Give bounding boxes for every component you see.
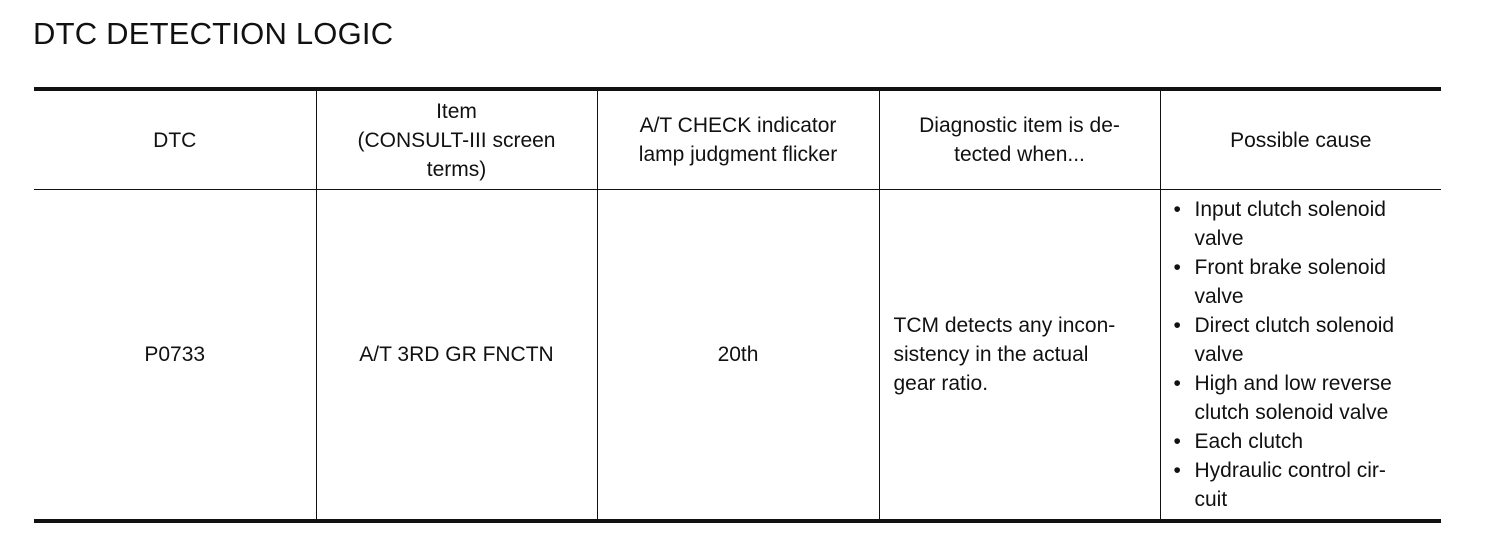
list-item — [1171, 311, 1432, 369]
bullet-icon: • — [1173, 256, 1181, 279]
header-possible-cause: Possible cause — [1160, 89, 1441, 190]
cause-text: Input clutch solenoid valve — [1194, 198, 1386, 250]
list-item — [1171, 253, 1432, 311]
cause-text: Direct clutch solenoid valve — [1194, 314, 1395, 366]
cell-item-name: A/T 3RD GR FNCTN — [316, 190, 597, 522]
bullet-icon: • — [1173, 198, 1181, 221]
list-item — [1171, 427, 1432, 456]
header-item: Item (CONSULT-III screen terms) — [316, 89, 597, 190]
list-item — [1171, 369, 1432, 427]
list-item — [1171, 456, 1432, 514]
list-item — [1171, 195, 1432, 253]
bullet-icon: • — [1173, 314, 1181, 337]
table-row — [34, 190, 1441, 522]
bullet-icon: • — [1173, 430, 1181, 453]
header-dtc: DTC — [34, 89, 316, 190]
cause-text: Hydraulic control cir- cuit — [1194, 459, 1386, 511]
cause-text: Each clutch — [1194, 430, 1304, 453]
table-header-row — [34, 89, 1441, 190]
header-diagnostic-item: Diagnostic item is de- tected when... — [879, 89, 1160, 190]
possible-cause-list — [1171, 195, 1432, 514]
header-lamp-flicker: A/T CHECK indicator lamp judgment flicker — [597, 89, 879, 190]
cause-text: Front brake solenoid valve — [1194, 256, 1386, 308]
cell-diagnostic-condition: TCM detects any incon- sistency in the actual gear ratio. — [879, 190, 1160, 522]
cell-dtc-code: P0733 — [34, 190, 316, 522]
cause-text: High and low reverse clutch solenoid valve — [1194, 372, 1392, 424]
cell-lamp-flicker: 20th — [597, 190, 879, 522]
cell-possible-causes — [1160, 190, 1441, 522]
dtc-detection-logic-table — [34, 87, 1441, 523]
bullet-icon: • — [1173, 459, 1181, 482]
bullet-icon: • — [1173, 372, 1181, 395]
page-title: DTC DETECTION LOGIC — [33, 16, 394, 51]
